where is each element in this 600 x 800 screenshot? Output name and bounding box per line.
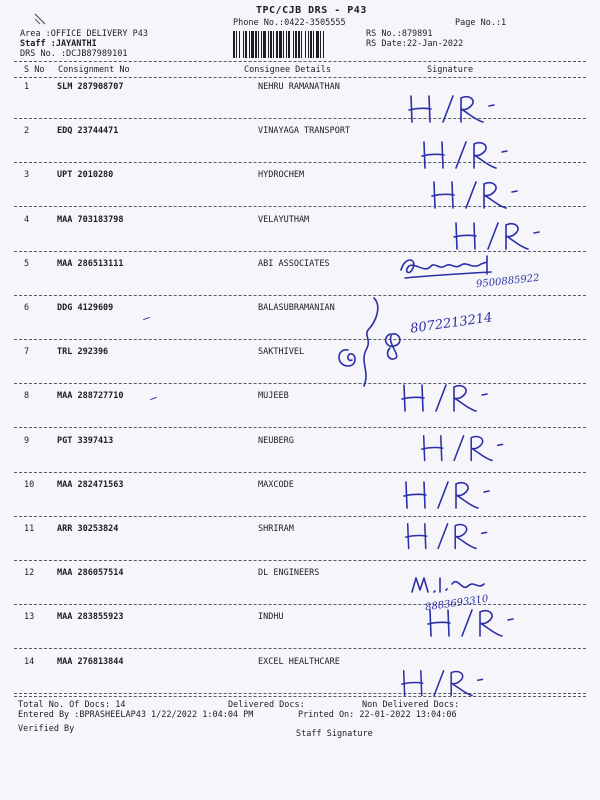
entered-by: Entered By :BPRASHEELAP43 1/22/2022 1:04:04 PM <box>18 710 254 720</box>
handwritten-phone-5: 9500885922 <box>475 272 541 291</box>
divider <box>14 77 586 78</box>
barcode-icon <box>232 31 357 58</box>
row-consignment-no: ARR 30253824 <box>57 524 119 534</box>
row-sno: 12 <box>24 568 35 579</box>
row-consignee: VELAYUTHAM <box>258 214 310 225</box>
row-sno: 6 <box>24 303 30 313</box>
col-header-consignment: Consignment No <box>58 65 130 75</box>
row-consignment-no: TRL 292396 <box>57 347 109 358</box>
row-consignment-no: UPT 2010280 <box>57 170 114 181</box>
row-divider <box>14 516 586 517</box>
row-consignee: BALASUBRAMANIAN <box>258 303 335 313</box>
row-consignment-no: MAA 288727710 <box>57 391 124 402</box>
row-consignee: INDHU <box>258 612 284 623</box>
corner-mark-icon <box>33 12 47 26</box>
signature-scribble <box>408 572 488 598</box>
row-consignee: MUJEEB <box>258 391 289 402</box>
row-divider <box>14 560 586 561</box>
row-divider <box>14 295 586 296</box>
row-sno: 1 <box>24 82 30 92</box>
signature-hr <box>418 432 504 464</box>
col-header-sno: S No <box>24 65 45 75</box>
row-consignment-no: MAA 703183798 <box>57 214 124 225</box>
row-consignment-no: MAA 282471563 <box>57 479 124 490</box>
row-sno: 14 <box>24 656 35 667</box>
signature-hr <box>405 92 495 126</box>
row-sno: 7 <box>24 347 30 358</box>
row-consignee: VINAYAGA TRANSPORT <box>258 126 351 137</box>
pen-mark <box>150 397 157 400</box>
row-consignee: SAKTHIVEL <box>258 347 305 358</box>
signature-hr <box>398 667 484 699</box>
signature-hr <box>402 520 488 552</box>
row-consignee: ABI ASSOCIATES <box>258 258 330 269</box>
page-number: Page No.:1 <box>455 18 507 28</box>
drs-number: DRS No. :DCJB87989101 <box>20 49 128 59</box>
divider <box>14 61 586 62</box>
delivered-docs: Delivered Docs: <box>228 700 305 710</box>
row-sno: 4 <box>24 214 30 225</box>
handwritten-phone-12: 8883693310 <box>424 593 490 614</box>
row-sno: 13 <box>24 612 35 623</box>
pen-mark <box>143 317 150 320</box>
row-consignee: EXCEL HEALTHCARE <box>258 656 340 667</box>
row-consignee: NEUBERG <box>258 435 294 446</box>
row-sno: 9 <box>24 435 30 446</box>
staff-signature: Staff Signature <box>296 729 373 739</box>
total-docs: Total No. Of Docs: 14 <box>18 700 126 710</box>
non-delivered-docs: Non Delivered Docs: <box>362 700 460 710</box>
signature-scribble <box>330 292 415 392</box>
staff-label: Staff :JAYANTHI <box>20 39 97 49</box>
phone-number: Phone No.:0422-3505555 <box>233 18 346 28</box>
row-consignment-no: SLM 287908707 <box>57 82 124 92</box>
row-divider <box>14 472 586 473</box>
area-label: Area :OFFICE DELIVERY P43 <box>20 29 148 39</box>
col-header-signature: Signature <box>427 65 474 75</box>
row-sno: 2 <box>24 126 30 137</box>
row-sno: 3 <box>24 170 30 181</box>
signature-hr <box>428 178 518 212</box>
row-consignee: SHRIRAM <box>258 524 294 534</box>
rs-date: RS Date:22-Jan-2022 <box>366 39 464 49</box>
row-divider <box>14 693 586 694</box>
handwritten-phone-7: 8072213214 <box>409 310 494 337</box>
row-sno: 5 <box>24 258 30 269</box>
row-consignee: DL ENGINEERS <box>258 568 320 579</box>
row-consignee: MAXCODE <box>258 479 294 490</box>
row-sno: 8 <box>24 391 30 402</box>
row-consignment-no: MAA 286513111 <box>57 258 124 269</box>
printed-on: Printed On: 22-01-2022 13:04:06 <box>298 710 457 720</box>
row-divider <box>14 339 586 340</box>
row-consignment-no: MAA 276813844 <box>57 656 124 667</box>
row-consignment-no: EDQ 23744471 <box>57 126 119 137</box>
divider <box>14 696 586 697</box>
col-header-consignee: Consignee Details <box>244 65 331 75</box>
sheet-title: TPC/CJB DRS - P43 <box>256 5 367 16</box>
row-divider <box>14 427 586 428</box>
signature-hr <box>450 219 540 253</box>
row-sno: 10 <box>24 479 35 490</box>
row-consignment-no: MAA 286057514 <box>57 568 124 579</box>
row-divider <box>14 383 586 384</box>
signature-hr <box>418 138 508 172</box>
row-consignment-no: DDG 4129609 <box>57 303 114 313</box>
row-sno: 11 <box>24 524 35 534</box>
row-consignment-no: PGT 3397413 <box>57 435 114 446</box>
row-consignee: HYDROCHEM <box>258 170 305 181</box>
row-consignment-no: MAA 283855923 <box>57 612 124 623</box>
rs-number: RS No.:879891 <box>366 29 433 39</box>
row-divider <box>14 604 586 605</box>
verified-by: Verified By <box>18 724 75 734</box>
row-divider <box>14 648 586 649</box>
row-divider <box>14 118 586 119</box>
signature-hr <box>400 478 490 512</box>
row-consignee: NEHRU RAMANATHAN <box>258 82 340 92</box>
